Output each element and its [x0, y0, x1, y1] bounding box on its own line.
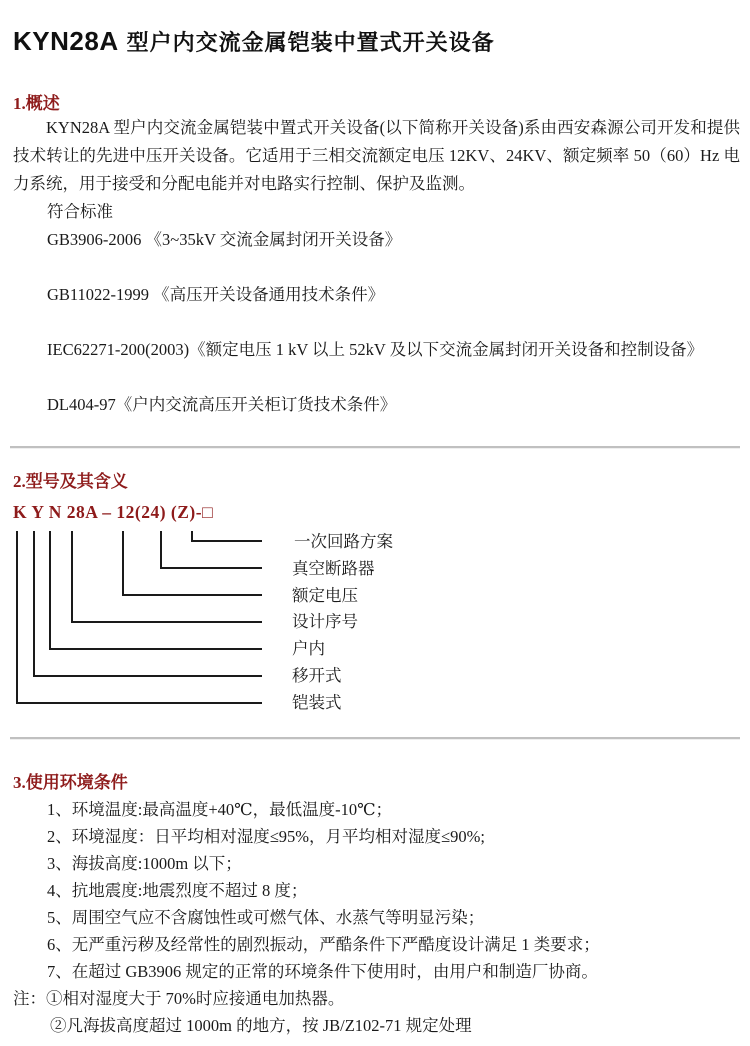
- section1-heading: 1.概述: [13, 94, 60, 113]
- branch-label: 铠装式: [292, 693, 342, 712]
- branch-label: 额定电压: [292, 586, 358, 605]
- model-meaning-diagram: [0, 524, 750, 719]
- standard-item: IEC62271-200(2003)《额定电压 1 kV 以上 52kV 及以下交流金属封闭开关设备和控制设备》: [47, 340, 704, 359]
- page-title: [13, 0, 740, 54]
- model-designation-code: K Y N 28A – 12(24) (Z)-□: [13, 502, 214, 522]
- branch-line: [50, 531, 262, 649]
- env-condition-item: 2、环境湿度：日平均相对湿度≤95%，月平均相对湿度≤90%;: [47, 827, 485, 846]
- env-note: ②凡海拔高度超过 1000m 的地方，按 JB/Z102-71 规定处理: [50, 1016, 472, 1035]
- branch-label: 户内: [292, 639, 325, 658]
- section2-heading: 2.型号及其含义: [13, 472, 128, 491]
- env-condition-item: 6、无严重污秽及经常性的剧烈振动，严酷条件下严酷度设计满足 1 类要求；: [47, 935, 600, 954]
- standard-item: GB3906-2006 《3~35kV 交流金属封闭开关设备》: [47, 230, 402, 249]
- env-condition-item: 4、抗地震度:地震烈度不超过 8 度；: [47, 881, 308, 900]
- section-divider: [10, 446, 740, 449]
- env-condition-item: 3、海拔高度:1000m 以下；: [47, 854, 242, 873]
- branch-label: 真空断路器: [292, 559, 375, 578]
- branch-label: 设计序号: [292, 612, 358, 631]
- branch-line: [192, 531, 262, 541]
- page-title-model-code: KYN28A: [13, 26, 119, 56]
- standard-item: DL404-97《户内交流高压开关柜订货技术条件》: [47, 395, 397, 414]
- env-condition-item: 7、在超过 GB3906 规定的正常的环境条件下使用时，由用户和制造厂协商。: [47, 962, 598, 981]
- branch-line: [72, 531, 262, 622]
- branch-line: [161, 531, 262, 568]
- env-condition-item: 1、环境温度:最高温度+40℃，最低温度-10℃；: [47, 800, 393, 819]
- branch-line: [17, 531, 262, 703]
- page-title-text: 型户内交流金属铠装中置式开关设备: [126, 30, 495, 55]
- section3-heading: 3.使用环境条件: [13, 773, 128, 792]
- standard-item: GB11022-1999 《高压开关设备通用技术条件》: [47, 285, 385, 304]
- branch-line: [34, 531, 262, 676]
- branch-label: 移开式: [292, 666, 342, 685]
- env-note: 注：①相对湿度大于 70%时应接通电加热器。: [13, 989, 345, 1008]
- section-divider: [10, 737, 740, 740]
- section1-paragraph: KYN28A 型户内交流金属铠装中置式开关设备(以下简称开关设备)系由西安森源公司开发和提供技术转让的先进中压开关设备。它适用于三相交流额定电压 12KV、24KV、额定频率 50（60）Hz 电力系统，用于接受和分配电能并对电路实行控制、保护及监测。: [13, 118, 740, 193]
- branch-label: 一次回路方案: [294, 532, 393, 551]
- standards-intro: 符合标准: [47, 202, 113, 221]
- env-condition-item: 5、周围空气应不含腐蚀性或可燃气体、水蒸气等明显污染；: [47, 908, 485, 927]
